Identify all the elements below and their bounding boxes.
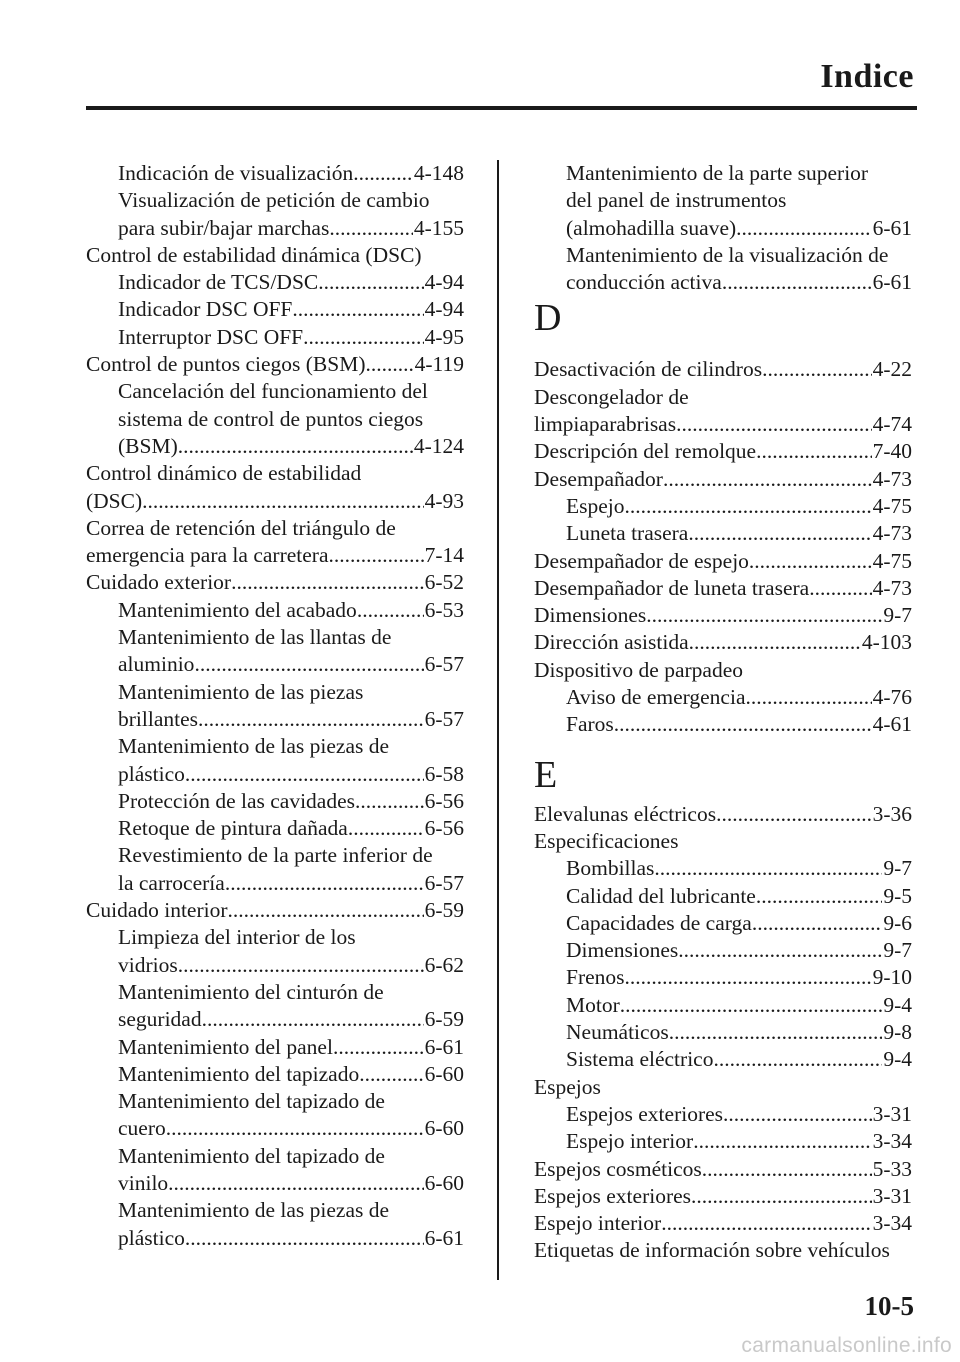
page-ref: 6-61 (424, 1034, 464, 1059)
watermark-text: carmanualsonline.info (741, 1334, 952, 1357)
index-entry: Dimensiones ..... 9-7 (534, 602, 912, 629)
page-ref: 6-60 (424, 1116, 464, 1141)
index-entry: Descongelador de (534, 384, 689, 409)
page-ref: 6-60 (424, 1170, 464, 1195)
page-ref: 9-10 (872, 965, 912, 990)
index-entry: Indicación de visualización ..... 4-148 (86, 160, 464, 187)
index-column-left (86, 160, 464, 1252)
page-ref: 4-95 (424, 324, 464, 349)
page-ref: 6-59 (424, 898, 464, 923)
page-ref: 6-56 (424, 816, 464, 841)
page-ref: 9-7 (883, 938, 912, 963)
page-header-title: Indice (820, 58, 914, 95)
index-entry: Control de estabilidad dinámica (DSC) (86, 242, 422, 267)
page-ref: 4-76 (872, 685, 912, 710)
page-ref: 7-40 (872, 439, 912, 464)
index-entry: Mantenimiento del panel ..... 6-61 (86, 1034, 464, 1061)
page-ref: 4-124 (413, 433, 464, 458)
index-entry: Dimensiones ..... 9-7 (534, 937, 912, 964)
index-entry: Mantenimiento de las piezas (118, 679, 364, 704)
index-entry: Luneta trasera ..... 4-73 (534, 520, 912, 547)
page-ref: 3-34 (872, 1211, 912, 1236)
index-entry: vidrios ..... 6-62 (86, 952, 464, 979)
index-entry: plástico ..... 6-58 (86, 761, 464, 788)
index-entry: Mantenimiento del acabado ..... 6-53 (86, 597, 464, 624)
index-entry: Cuidado exterior ..... 6-52 (86, 569, 464, 596)
page-ref: 9-5 (883, 883, 912, 908)
index-entry: Interruptor DSC OFF ..... 4-95 (86, 324, 464, 351)
index-entry: Capacidades de carga ..... 9-6 (534, 910, 912, 937)
page-ref: 6-61 (424, 1225, 464, 1250)
index-entry: (DSC) ..... 4-93 (86, 488, 464, 515)
index-entry: Especificaciones (534, 828, 679, 853)
index-entry: Control dinámico de estabilidad (86, 461, 362, 486)
index-entry: Calidad del lubricante ..... 9-5 (534, 883, 912, 910)
page-ref: 4-119 (414, 352, 464, 377)
page-ref: 9-7 (883, 603, 912, 628)
index-entry: Retoque de pintura dañada ..... 6-56 (86, 815, 464, 842)
page-ref: 3-34 (872, 1129, 912, 1154)
index-entry: Sistema eléctrico ..... 9-4 (534, 1046, 912, 1073)
index-entry: Bombillas ..... 9-7 (534, 855, 912, 882)
page-ref: 9-4 (883, 992, 912, 1017)
index-entry: (BSM) ..... 4-124 (86, 433, 464, 460)
index-entry: seguridad ..... 6-59 (86, 1006, 464, 1033)
index-entry: plástico ..... 6-61 (86, 1225, 464, 1252)
index-entry: Mantenimiento de las piezas de (118, 1198, 390, 1223)
index-entry: para subir/bajar marchas ..... 4-155 (86, 215, 464, 242)
page-ref: 4-73 (872, 521, 912, 546)
page-ref: 6-60 (424, 1061, 464, 1086)
section-letter-e: E (534, 753, 558, 796)
page-ref: 3-31 (872, 1101, 912, 1126)
page-ref: 3-31 (872, 1183, 912, 1208)
page-ref: 4-75 (872, 493, 912, 518)
index-entry: cuero ..... 6-60 (86, 1115, 464, 1142)
page-ref: 9-8 (883, 1020, 912, 1045)
index-entry: Limpieza del interior de los (118, 925, 356, 950)
column-divider (497, 160, 499, 1280)
index-entry: Espejo interior ..... 3-34 (534, 1210, 912, 1237)
page-ref: 4-93 (424, 488, 464, 513)
page-ref: 6-62 (424, 952, 464, 977)
page-ref: 6-58 (424, 761, 464, 786)
index-entry: Aviso de emergencia ..... 4-76 (534, 684, 912, 711)
index-entry: Dispositivo de parpadeo (534, 657, 743, 682)
index-entry: Mantenimiento de las piezas de (118, 734, 390, 759)
index-entry: Espejos exteriores ..... 3-31 (534, 1101, 912, 1128)
page-ref: 4-155 (413, 215, 464, 240)
index-entry: Espejos (534, 1074, 601, 1099)
page-ref: 6-57 (424, 706, 464, 731)
page-ref: 6-53 (424, 597, 464, 622)
index-entry: Frenos ..... 9-10 (534, 964, 912, 991)
page-ref: 4-74 (872, 412, 912, 437)
index-entry: Mantenimiento del tapizado ..... 6-60 (86, 1061, 464, 1088)
index-entry: Cuidado interior ..... 6-59 (86, 897, 464, 924)
index-entry: aluminio ..... 6-57 (86, 651, 464, 678)
index-entry: Descripción del remolque ..... 7-40 (534, 438, 912, 465)
index-entry: Espejo ..... 4-75 (534, 493, 912, 520)
index-entry: Neumáticos ..... 9-8 (534, 1019, 912, 1046)
page-ref: 4-94 (424, 297, 464, 322)
index-entry: Protección de las cavidades ..... 6-56 (86, 788, 464, 815)
index-entry: Mantenimiento del cinturón de (118, 979, 384, 1004)
index-entry: Espejo interior ..... 3-34 (534, 1128, 912, 1155)
index-entry: Faros ..... 4-61 (534, 711, 912, 738)
index-entry: brillantes ..... 6-57 (86, 706, 464, 733)
page-ref: 4-103 (861, 630, 912, 655)
index-entry: limpiaparabrisas ..... 4-74 (534, 411, 912, 438)
index-entry: del panel de instrumentos (566, 188, 787, 213)
index-entry: Desempañador de luneta trasera ..... 4-73 (534, 575, 912, 602)
page-ref: 6-59 (424, 1007, 464, 1032)
page-ref: 6-57 (424, 870, 464, 895)
index-entry: Cancelación del funcionamiento del (118, 379, 428, 404)
index-entry: Indicador de TCS/DSC ..... 4-94 (86, 269, 464, 296)
page-ref: 6-61 (872, 270, 912, 295)
page-ref: 6-52 (424, 570, 464, 595)
index-column-right (534, 160, 912, 1265)
index-entry: Elevalunas eléctricos ..... 3-36 (534, 801, 912, 828)
index-entry: Motor ..... 9-4 (534, 992, 912, 1019)
section-letter-d: D (534, 297, 562, 340)
page-ref: 4-73 (872, 575, 912, 600)
index-entry: la carrocería ..... 6-57 (86, 870, 464, 897)
page-ref: 4-61 (872, 712, 912, 737)
page-ref: 9-7 (883, 856, 912, 881)
page-ref: 6-56 (424, 788, 464, 813)
index-entry: Espejos exteriores ..... 3-31 (534, 1183, 912, 1210)
index-entry: Correa de retención del triángulo de (86, 515, 396, 540)
header-rule (86, 106, 917, 110)
index-entry: Etiquetas de información sobre vehículos (534, 1238, 890, 1263)
page-ref: 6-57 (424, 652, 464, 677)
index-entry: Desempañador de espejo ..... 4-75 (534, 548, 912, 575)
index-entry: Mantenimiento de la visualización de (566, 242, 889, 267)
index-entry: (almohadilla suave) ..... 6-61 (534, 215, 912, 242)
page-ref: 4-22 (872, 357, 912, 382)
index-entry: Revestimiento de la parte inferior de (118, 843, 433, 868)
index-entry: Indicador DSC OFF ..... 4-94 (86, 296, 464, 323)
index-entry: Mantenimiento de las llantas de (118, 625, 392, 650)
page-ref: 4-75 (872, 548, 912, 573)
page-ref: 4-94 (424, 270, 464, 295)
page-ref: 3-36 (872, 801, 912, 826)
page-ref: 7-14 (424, 543, 464, 568)
index-entry: emergencia para la carretera ..... 7-14 (86, 542, 464, 569)
index-entry: sistema de control de puntos ciegos (118, 406, 424, 431)
index-entry: Visualización de petición de cambio (118, 188, 430, 213)
page-ref: 5-33 (872, 1156, 912, 1181)
index-entry: vinilo ..... 6-60 (86, 1170, 464, 1197)
page-ref: 4-73 (872, 466, 912, 491)
page-ref: 6-61 (872, 215, 912, 240)
page-ref: 9-6 (883, 910, 912, 935)
page-number: 10-5 (864, 1291, 914, 1321)
index-entry: conducción activa ..... 6-61 (534, 269, 912, 296)
index-entry: Espejos cosméticos ..... 5-33 (534, 1156, 912, 1183)
page-ref: 4-148 (413, 161, 464, 185)
index-entry: Mantenimiento del tapizado de (118, 1089, 385, 1114)
index-entry: Desactivación de cilindros ..... 4-22 (534, 356, 912, 383)
index-entry: Control de puntos ciegos (BSM) ..... 4-119 (86, 351, 464, 378)
index-entry: Mantenimiento del tapizado de (118, 1143, 385, 1168)
index-entry: Dirección asistida ..... 4-103 (534, 629, 912, 656)
index-entry: Desempañador ..... 4-73 (534, 466, 912, 493)
page-ref: 9-4 (883, 1047, 912, 1072)
index-entry: Mantenimiento de la parte superior (566, 161, 869, 185)
